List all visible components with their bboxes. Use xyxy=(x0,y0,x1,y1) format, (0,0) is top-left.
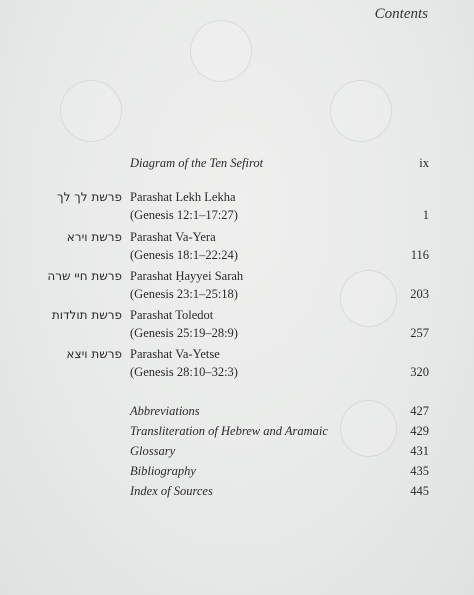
toc-page-number: 427 xyxy=(410,404,429,418)
toc-page-number: 435 xyxy=(410,464,429,478)
toc-page-number: 257 xyxy=(410,326,429,340)
toc-entry-reference: (Genesis 28:10–32:3) xyxy=(130,365,238,379)
toc-entry-reference: (Genesis 25:19–28:9) xyxy=(130,326,238,340)
hebrew-title: פרשת לך לך xyxy=(57,190,122,204)
show-through-circle xyxy=(340,400,397,457)
toc-entry-title: Index of Sources xyxy=(130,484,213,498)
toc-page-number: 445 xyxy=(410,484,429,498)
hebrew-title: פרשת ויצא xyxy=(66,347,122,361)
show-through-circle xyxy=(60,80,122,142)
toc-page-number: 1 xyxy=(422,208,429,222)
toc-page-number: ix xyxy=(419,156,429,170)
toc-page-number: 431 xyxy=(410,444,429,458)
toc-entry-title: Parashat Ḥayyei Sarah xyxy=(130,269,244,283)
toc-page-number: 116 xyxy=(410,248,429,262)
hebrew-title: פרשת חיי שרה xyxy=(47,269,122,283)
show-through-circle xyxy=(330,80,392,142)
toc-entry-title: Parashat Va-Yetse xyxy=(130,347,220,361)
toc-page-number: 203 xyxy=(410,287,429,301)
show-through-circle xyxy=(190,20,252,82)
toc-entry-title: Abbreviations xyxy=(130,404,200,418)
toc-entry-reference: (Genesis 12:1–17:27) xyxy=(130,208,238,222)
toc-entry-reference: (Genesis 23:1–25:18) xyxy=(130,287,238,301)
toc-page-number: 429 xyxy=(410,424,429,438)
toc-entry-title: Bibliography xyxy=(130,464,196,478)
toc-entry-title: Parashat Va-Yera xyxy=(130,230,216,244)
toc-entry-reference: (Genesis 18:1–22:24) xyxy=(130,248,238,262)
hebrew-title: פרשת וירא xyxy=(66,230,122,244)
hebrew-title: פרשת תולדות xyxy=(51,308,122,322)
toc-entry-title: Transliteration of Hebrew and Aramaic xyxy=(130,424,328,438)
toc-entry-title: Parashat Toledot xyxy=(130,308,214,322)
running-head: Contents xyxy=(374,6,428,22)
show-through-circle xyxy=(340,270,397,327)
toc-entry-title: Parashat Lekh Lekha xyxy=(130,190,236,204)
toc-entry-title: Diagram of the Ten Sefirot xyxy=(130,156,264,170)
toc-entry-title: Glossary xyxy=(130,444,176,458)
toc-page-number: 320 xyxy=(410,365,429,379)
